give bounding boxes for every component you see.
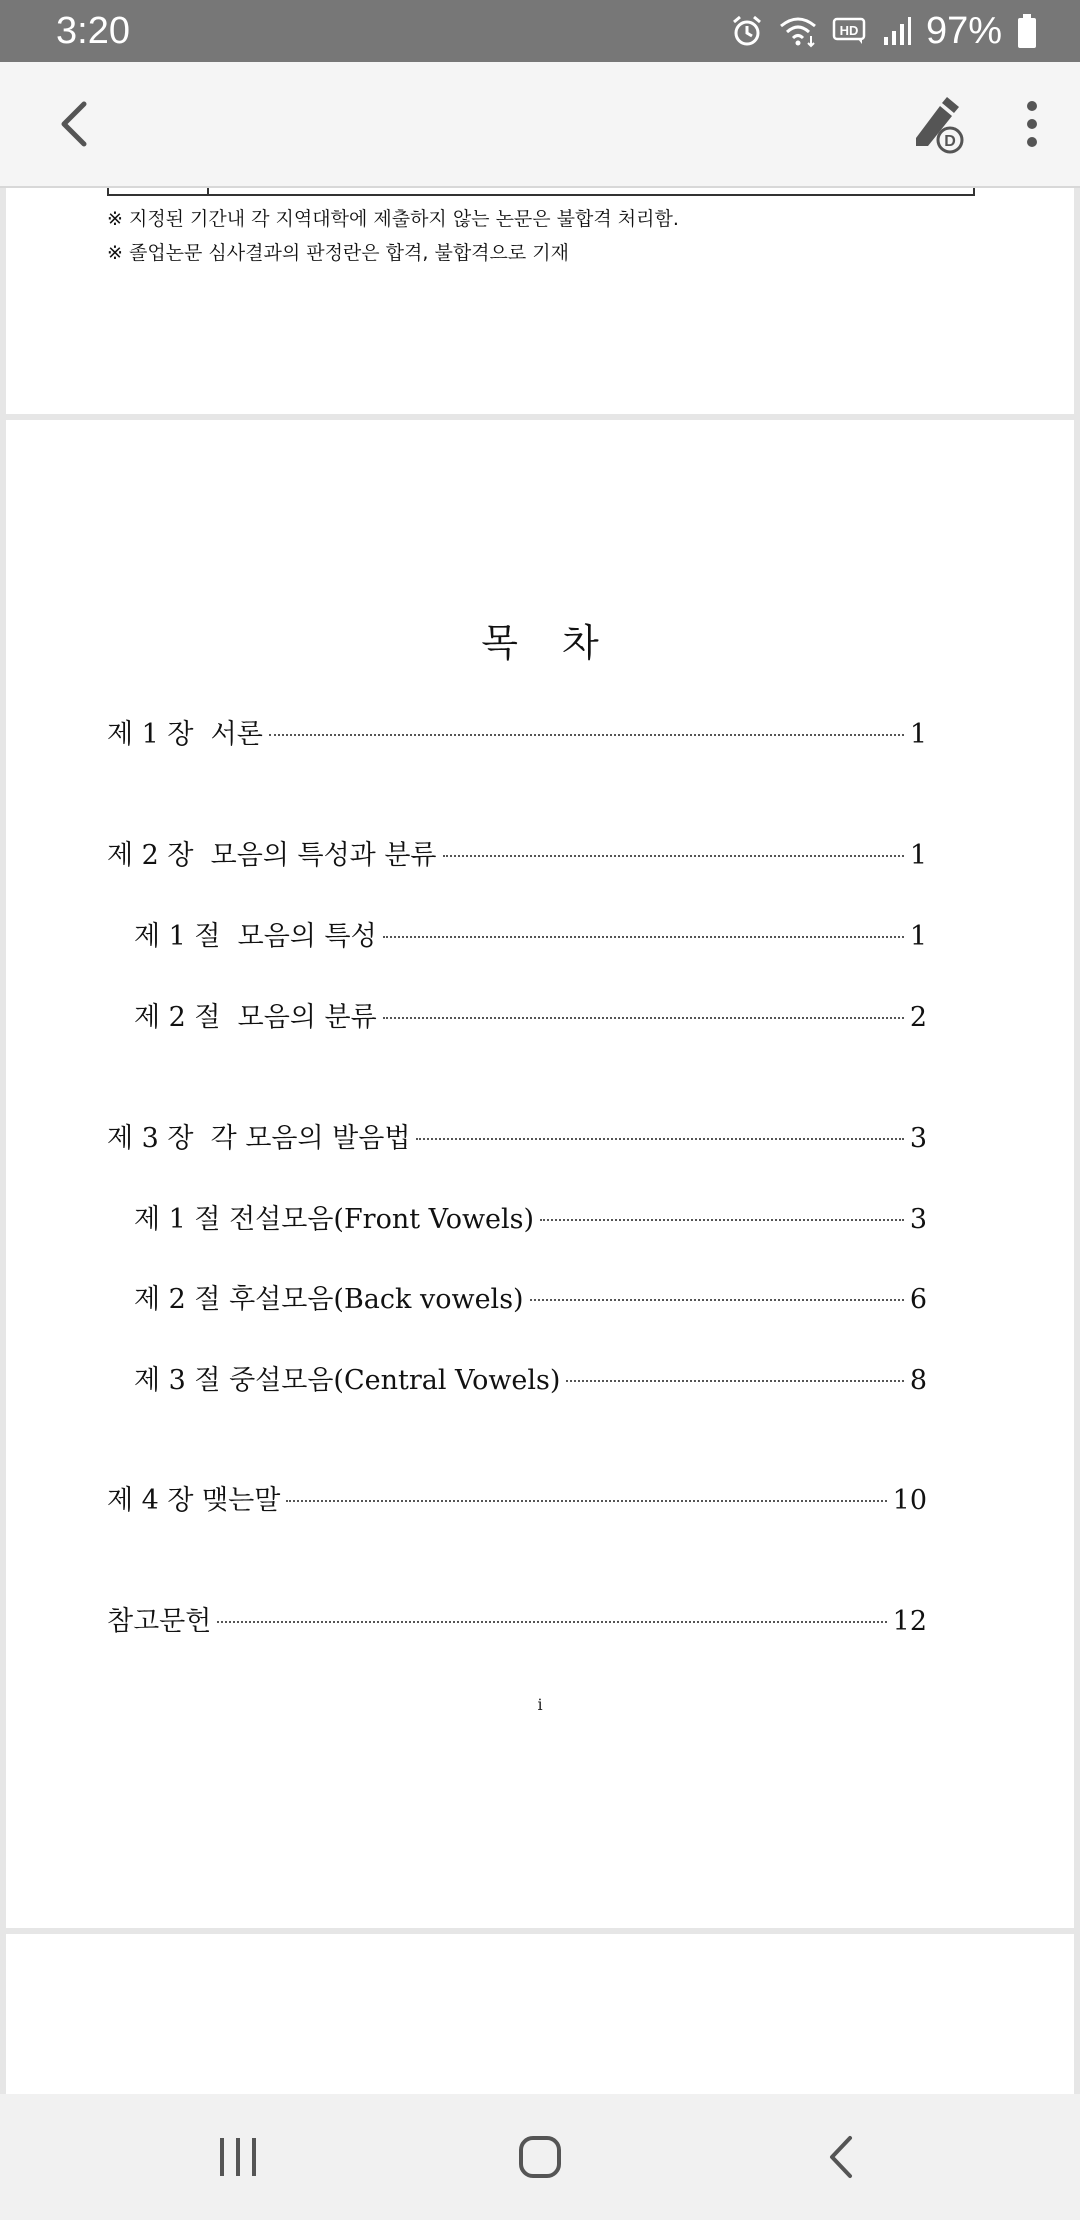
toc-entry-page: 3 [909,1204,927,1235]
toc-entry-page: 8 [909,1365,927,1396]
toc-entry[interactable] [134,1277,927,1316]
alarm-icon [730,14,764,48]
svg-text:D: D [944,133,956,150]
navigation-bar [0,2094,1080,2220]
toc-title: 목차 [481,621,643,665]
toc-entry-label: 제 3 절 중설모음(Central Vowels) [134,1365,561,1396]
note-judgement: ※ 졸업논문 심사결과의 판정란은 합격, 불합격으로 기재 [107,242,569,264]
toc-entry[interactable] [134,1358,927,1397]
status-icons [730,8,1038,54]
toc-dot-leader [416,1138,903,1140]
edit-pdf-button[interactable] [906,92,970,156]
back-arrow-icon [44,92,108,156]
home-button[interactable] [500,2124,580,2190]
home-icon [500,2124,580,2190]
toc-entry-page: 2 [909,1002,927,1033]
recent-apps-icon [198,2124,278,2190]
toc-entry[interactable] [107,833,927,872]
toc-entry-label: 제 3 장 각 모음의 발음법 [107,1123,411,1154]
toc-dot-leader [443,855,904,857]
toc-entry-label: 참고문헌 [107,1606,212,1637]
next-page [6,1934,1074,2094]
toc-entry[interactable] [134,914,927,953]
status-bar [0,0,1080,62]
edit-pdf-icon [906,92,970,156]
toc-entry[interactable] [134,1197,927,1236]
toc-dot-leader [566,1380,903,1382]
toc-dot-leader [383,1017,904,1019]
toc-entry[interactable] [107,1599,927,1638]
battery-percent: 97% [925,10,1002,52]
toc-entry-label: 제 2 장 모음의 특성과 분류 [107,840,437,871]
toc-entry[interactable] [107,712,927,751]
toc-entry[interactable] [107,1116,927,1155]
toc-entry[interactable] [107,1478,927,1517]
wifi-icon [778,14,818,48]
toc-dot-leader [217,1621,886,1623]
toc-entry-page: 1 [909,719,927,750]
app-bar [0,62,1080,188]
more-vert-icon [1004,92,1060,156]
more-options-button[interactable] [1004,92,1060,156]
toc-entry-page: 3 [909,1123,927,1154]
toc-entry[interactable] [134,995,927,1034]
signal-icon [882,15,912,47]
toc-entry-label: 제 1 장 서론 [107,719,263,750]
toc-entry-page: 1 [909,921,927,952]
svg-text:HD: HD [839,23,859,38]
toc-dot-leader [530,1299,904,1301]
toc-entry-label: 제 1 절 모음의 특성 [134,921,377,952]
status-time: 3:20 [56,10,130,52]
nav-back-icon [802,2124,882,2190]
toc-dot-leader [269,734,904,736]
table-column-divider [207,188,209,194]
toc-entry-label: 제 1 절 전설모음(Front Vowels) [134,1204,535,1235]
hd-voice-icon [832,16,868,46]
toc-entry-label: 제 2 절 후설모음(Back vowels) [134,1284,524,1315]
toc-entry-page: 10 [892,1485,927,1516]
toc-dot-leader [383,936,904,938]
table-bottom-edge [107,188,975,196]
toc-entry-page: 1 [909,840,927,871]
back-button[interactable] [44,92,108,156]
system-back-button[interactable] [802,2124,882,2190]
toc-entry-page: 12 [892,1606,927,1637]
toc-dot-leader [540,1219,904,1221]
toc-entry-page: 6 [909,1284,927,1315]
toc-dot-leader [286,1500,886,1502]
toc-entry-label: 제 4 장 맺는말 [107,1485,281,1516]
note-submission: ※ 지정된 기간내 각 지역대학에 제출하지 않는 논문은 불합격 처리함. [107,208,679,230]
recent-apps-button[interactable] [198,2124,278,2190]
previous-page [6,188,1074,414]
battery-icon [1016,13,1038,49]
toc-page [6,420,1074,1928]
toc-entry-label: 제 2 절 모음의 분류 [134,1002,377,1033]
page-number: i [537,1695,543,1714]
